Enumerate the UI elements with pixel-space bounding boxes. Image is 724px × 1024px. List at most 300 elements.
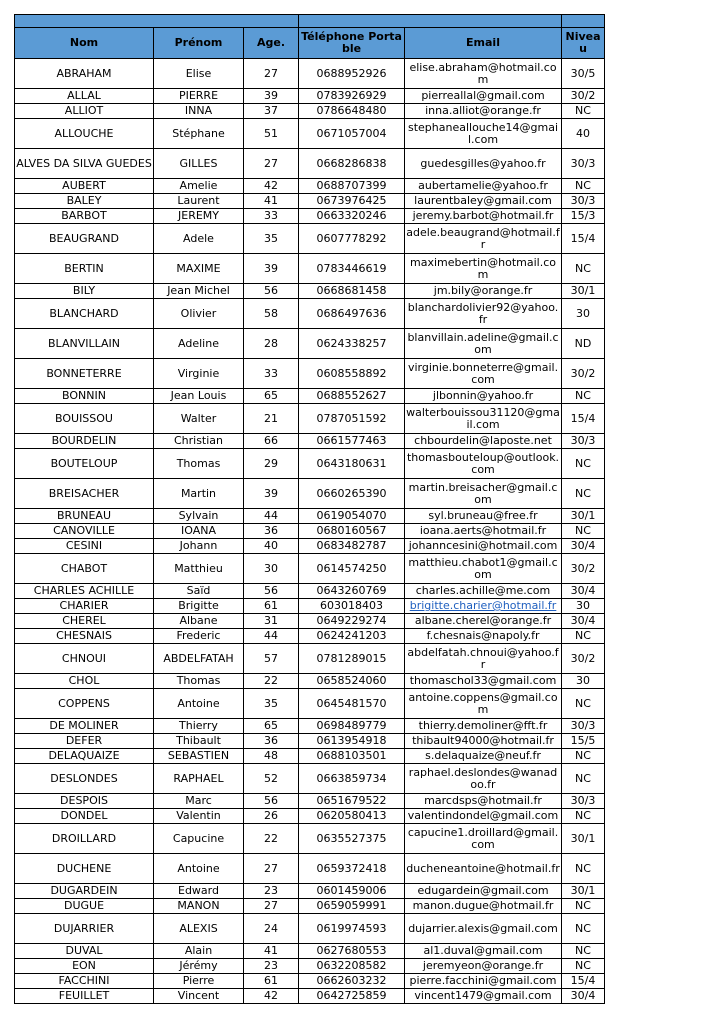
cell-prenom: Christian <box>154 434 244 449</box>
cell-telephone: 0673976425 <box>299 194 405 209</box>
cell-age: 33 <box>244 359 299 389</box>
cell-nom: ALVES DA SILVA GUEDES <box>15 149 154 179</box>
cell-nom: DONDEL <box>15 809 154 824</box>
table-row <box>15 404 605 434</box>
cell-age: 40 <box>244 539 299 554</box>
cell-nom: DESPOIS <box>15 794 154 809</box>
cell-nom: ALLOUCHE <box>15 119 154 149</box>
cell-email: raphael.deslondes@wanadoo.fr <box>405 764 562 794</box>
cell-telephone: 0624241203 <box>299 629 405 644</box>
cell-email: albane.cherel@orange.fr <box>405 614 562 629</box>
col-header-telephone: Téléphone Portable <box>299 28 405 59</box>
cell-age: 23 <box>244 884 299 899</box>
cell-telephone: 0608558892 <box>299 359 405 389</box>
cell-age: 65 <box>244 719 299 734</box>
cell-prenom: Jean Louis <box>154 389 244 404</box>
cell-nom: FEUILLET <box>15 989 154 1004</box>
cell-prenom: Alain <box>154 944 244 959</box>
cell-telephone: 0781289015 <box>299 644 405 674</box>
table-row <box>15 299 605 329</box>
cell-prenom: Adele <box>154 224 244 254</box>
cell-niveau: 30 <box>562 674 605 689</box>
cell-niveau: NC <box>562 959 605 974</box>
cell-niveau: NC <box>562 749 605 764</box>
cell-email: laurentbaley@gmail.com <box>405 194 562 209</box>
cell-age: 21 <box>244 404 299 434</box>
cell-email: matthieu.chabot1@gmail.com <box>405 554 562 584</box>
table-row <box>15 584 605 599</box>
header-band-left <box>15 15 299 28</box>
cell-niveau: 30/3 <box>562 149 605 179</box>
cell-age: 27 <box>244 149 299 179</box>
cell-niveau: NC <box>562 449 605 479</box>
cell-email: thomaschol33@gmail.com <box>405 674 562 689</box>
cell-nom: BEAUGRAND <box>15 224 154 254</box>
cell-prenom: ALEXIS <box>154 914 244 944</box>
header-band-middle <box>299 15 562 28</box>
cell-telephone: 0662603232 <box>299 974 405 989</box>
table-row <box>15 329 605 359</box>
cell-email: elise.abraham@hotmail.com <box>405 59 562 89</box>
cell-email: stephaneallouche14@gmail.com <box>405 119 562 149</box>
header-band-right <box>562 15 605 28</box>
cell-nom: DUGARDEIN <box>15 884 154 899</box>
cell-nom: CHARIER <box>15 599 154 614</box>
cell-nom: DE MOLINER <box>15 719 154 734</box>
cell-niveau: 30/1 <box>562 284 605 299</box>
cell-prenom: Olivier <box>154 299 244 329</box>
cell-telephone: 0643180631 <box>299 449 405 479</box>
cell-email: marcdsps@hotmail.fr <box>405 794 562 809</box>
cell-age: 51 <box>244 119 299 149</box>
cell-telephone: 0635527375 <box>299 824 405 854</box>
cell-telephone: 0614574250 <box>299 554 405 584</box>
cell-email: abdelfatah.chnoui@yahoo.fr <box>405 644 562 674</box>
cell-age: 22 <box>244 674 299 689</box>
cell-nom: BARBOT <box>15 209 154 224</box>
cell-telephone: 0786648480 <box>299 104 405 119</box>
col-header-age: Age. <box>244 28 299 59</box>
cell-telephone: 0680160567 <box>299 524 405 539</box>
table-row <box>15 644 605 674</box>
cell-age: 65 <box>244 389 299 404</box>
cell-age: 39 <box>244 89 299 104</box>
cell-email: valentindondel@gmail.com <box>405 809 562 824</box>
cell-nom: ABRAHAM <box>15 59 154 89</box>
cell-telephone: 0688103501 <box>299 749 405 764</box>
cell-telephone: 0688707399 <box>299 179 405 194</box>
cell-telephone: 0661577463 <box>299 434 405 449</box>
table-row <box>15 389 605 404</box>
cell-email: antoine.coppens@gmail.com <box>405 689 562 719</box>
cell-email: walterbouissou31120@gmail.com <box>405 404 562 434</box>
cell-niveau: 30/5 <box>562 59 605 89</box>
cell-prenom: Frederic <box>154 629 244 644</box>
cell-telephone: 0601459006 <box>299 884 405 899</box>
cell-age: 23 <box>244 959 299 974</box>
cell-telephone: 0668286838 <box>299 149 405 179</box>
cell-telephone: 0787051592 <box>299 404 405 434</box>
cell-prenom: Sylvain <box>154 509 244 524</box>
col-header-prenom: Prénom <box>154 28 244 59</box>
cell-telephone: 0660265390 <box>299 479 405 509</box>
cell-email: thierry.demoliner@fft.fr <box>405 719 562 734</box>
cell-telephone: 0642725859 <box>299 989 405 1004</box>
table-row <box>15 509 605 524</box>
cell-nom: EON <box>15 959 154 974</box>
cell-niveau: NC <box>562 914 605 944</box>
cell-email: dujarrier.alexis@gmail.com <box>405 914 562 944</box>
cell-niveau: NC <box>562 179 605 194</box>
cell-telephone: 0683482787 <box>299 539 405 554</box>
cell-nom: BILY <box>15 284 154 299</box>
cell-nom: CHABOT <box>15 554 154 584</box>
cell-prenom: Adeline <box>154 329 244 359</box>
cell-prenom: Laurent <box>154 194 244 209</box>
cell-niveau: 30/2 <box>562 554 605 584</box>
table-row <box>15 764 605 794</box>
cell-prenom: Jérémy <box>154 959 244 974</box>
cell-age: 42 <box>244 989 299 1004</box>
cell-email: pierre.facchini@gmail.com <box>405 974 562 989</box>
cell-age: 27 <box>244 854 299 884</box>
cell-age: 28 <box>244 329 299 359</box>
cell-prenom: Antoine <box>154 689 244 719</box>
table-row <box>15 554 605 584</box>
table-row <box>15 254 605 284</box>
cell-age: 33 <box>244 209 299 224</box>
cell-niveau: 30/3 <box>562 794 605 809</box>
cell-niveau: 30/4 <box>562 989 605 1004</box>
cell-nom: ALLAL <box>15 89 154 104</box>
cell-nom: BLANCHARD <box>15 299 154 329</box>
cell-niveau: NC <box>562 629 605 644</box>
cell-telephone: 0659059991 <box>299 899 405 914</box>
cell-prenom: RAPHAEL <box>154 764 244 794</box>
cell-nom: BONNIN <box>15 389 154 404</box>
cell-telephone: 0686497636 <box>299 299 405 329</box>
table-row <box>15 149 605 179</box>
table-row <box>15 194 605 209</box>
table-row <box>15 959 605 974</box>
table-row <box>15 179 605 194</box>
cell-niveau: 15/5 <box>562 734 605 749</box>
cell-age: 36 <box>244 524 299 539</box>
cell-email: guedesgilles@yahoo.fr <box>405 149 562 179</box>
table-row <box>15 59 605 89</box>
cell-prenom: Elise <box>154 59 244 89</box>
cell-nom: DELAQUAIZE <box>15 749 154 764</box>
table-row <box>15 794 605 809</box>
cell-prenom: ABDELFATAH <box>154 644 244 674</box>
cell-niveau: NC <box>562 809 605 824</box>
cell-niveau: 30/3 <box>562 194 605 209</box>
cell-prenom: Pierre <box>154 974 244 989</box>
table-row <box>15 674 605 689</box>
table-row <box>15 209 605 224</box>
cell-niveau: NC <box>562 104 605 119</box>
cell-prenom: Stéphane <box>154 119 244 149</box>
cell-nom: ALLIOT <box>15 104 154 119</box>
table-row <box>15 974 605 989</box>
table-row <box>15 89 605 104</box>
cell-telephone: 0698489779 <box>299 719 405 734</box>
cell-age: 27 <box>244 59 299 89</box>
cell-nom: CANOVILLE <box>15 524 154 539</box>
table-row <box>15 689 605 719</box>
cell-telephone: 0643260769 <box>299 584 405 599</box>
cell-age: 31 <box>244 614 299 629</box>
cell-email: f.chesnais@napoly.fr <box>405 629 562 644</box>
cell-telephone: 0620580413 <box>299 809 405 824</box>
cell-niveau: NC <box>562 689 605 719</box>
cell-niveau: 30/3 <box>562 434 605 449</box>
cell-nom: AUBERT <box>15 179 154 194</box>
cell-age: 57 <box>244 644 299 674</box>
cell-age: 30 <box>244 554 299 584</box>
cell-nom: CHARLES ACHILLE <box>15 584 154 599</box>
cell-email: syl.bruneau@free.fr <box>405 509 562 524</box>
cell-telephone: 0613954918 <box>299 734 405 749</box>
cell-telephone: 603018403 <box>299 599 405 614</box>
cell-prenom: Edward <box>154 884 244 899</box>
cell-email: blanchardolivier92@yahoo.fr <box>405 299 562 329</box>
cell-prenom: Brigitte <box>154 599 244 614</box>
cell-telephone: 0688952926 <box>299 59 405 89</box>
cell-age: 44 <box>244 629 299 644</box>
cell-telephone: 0668681458 <box>299 284 405 299</box>
cell-nom: FACCHINI <box>15 974 154 989</box>
cell-prenom: Thomas <box>154 449 244 479</box>
cell-age: 27 <box>244 899 299 914</box>
cell-prenom: INNA <box>154 104 244 119</box>
cell-niveau: 30/1 <box>562 509 605 524</box>
cell-telephone: 0607778292 <box>299 224 405 254</box>
cell-niveau: 30/4 <box>562 614 605 629</box>
cell-age: 35 <box>244 224 299 254</box>
cell-niveau: NC <box>562 899 605 914</box>
cell-prenom: JEREMY <box>154 209 244 224</box>
cell-prenom: Walter <box>154 404 244 434</box>
table-row <box>15 884 605 899</box>
cell-niveau: 30 <box>562 599 605 614</box>
cell-age: 56 <box>244 794 299 809</box>
cell-prenom: Matthieu <box>154 554 244 584</box>
cell-email: manon.dugue@hotmail.fr <box>405 899 562 914</box>
cell-nom: DUGUE <box>15 899 154 914</box>
cell-prenom: MANON <box>154 899 244 914</box>
members-table <box>14 14 605 1004</box>
cell-age: 22 <box>244 824 299 854</box>
cell-email: jm.bily@orange.fr <box>405 284 562 299</box>
cell-telephone: 0624338257 <box>299 329 405 359</box>
cell-niveau: 30/2 <box>562 359 605 389</box>
table-row <box>15 284 605 299</box>
cell-telephone: 0783926929 <box>299 89 405 104</box>
col-header-nom: Nom <box>15 28 154 59</box>
cell-email: aubertamelie@yahoo.fr <box>405 179 562 194</box>
cell-age: 61 <box>244 974 299 989</box>
table-row <box>15 539 605 554</box>
cell-email: blanvillain.adeline@gmail.com <box>405 329 562 359</box>
cell-age: 44 <box>244 509 299 524</box>
cell-email: maximebertin@hotmail.com <box>405 254 562 284</box>
cell-niveau: NC <box>562 389 605 404</box>
cell-nom: BLANVILLAIN <box>15 329 154 359</box>
cell-age: 42 <box>244 179 299 194</box>
cell-email: vincent1479@gmail.com <box>405 989 562 1004</box>
cell-email: pierreallal@gmail.com <box>405 89 562 104</box>
table-row <box>15 614 605 629</box>
table-row <box>15 119 605 149</box>
table-row <box>15 854 605 884</box>
cell-telephone: 0619974593 <box>299 914 405 944</box>
cell-nom: CHEREL <box>15 614 154 629</box>
table-row <box>15 899 605 914</box>
cell-age: 36 <box>244 734 299 749</box>
cell-nom: DESLONDES <box>15 764 154 794</box>
cell-prenom: Valentin <box>154 809 244 824</box>
cell-email: s.delaquaize@neuf.fr <box>405 749 562 764</box>
cell-nom: BALEY <box>15 194 154 209</box>
table-row <box>15 914 605 944</box>
cell-niveau: 30/1 <box>562 884 605 899</box>
cell-telephone: 0645481570 <box>299 689 405 719</box>
cell-prenom: Thierry <box>154 719 244 734</box>
cell-age: 61 <box>244 599 299 614</box>
cell-age: 35 <box>244 689 299 719</box>
cell-prenom: Jean Michel <box>154 284 244 299</box>
cell-prenom: IOANA <box>154 524 244 539</box>
cell-nom: BOURDELIN <box>15 434 154 449</box>
cell-telephone: 0663320246 <box>299 209 405 224</box>
cell-telephone: 0619054070 <box>299 509 405 524</box>
cell-prenom: Thomas <box>154 674 244 689</box>
cell-nom: DUVAL <box>15 944 154 959</box>
cell-email: edugardein@gmail.com <box>405 884 562 899</box>
cell-age: 56 <box>244 584 299 599</box>
cell-email: jeremyeon@orange.fr <box>405 959 562 974</box>
table-row <box>15 734 605 749</box>
table-row <box>15 359 605 389</box>
cell-age: 39 <box>244 254 299 284</box>
cell-niveau: 30 <box>562 299 605 329</box>
cell-telephone: 0659372418 <box>299 854 405 884</box>
table-row <box>15 944 605 959</box>
cell-age: 26 <box>244 809 299 824</box>
header-row <box>15 28 605 59</box>
table-row <box>15 449 605 479</box>
cell-nom: DUCHENE <box>15 854 154 884</box>
cell-email: adele.beaugrand@hotmail.fr <box>405 224 562 254</box>
cell-email-link[interactable]: brigitte.charier@hotmail.fr <box>405 599 562 614</box>
cell-nom: BOUISSOU <box>15 404 154 434</box>
cell-age: 37 <box>244 104 299 119</box>
col-header-email: Email <box>405 28 562 59</box>
cell-telephone: 0671057004 <box>299 119 405 149</box>
cell-niveau: 15/4 <box>562 974 605 989</box>
table-row <box>15 224 605 254</box>
cell-telephone: 0649229274 <box>299 614 405 629</box>
spreadsheet <box>14 14 605 1004</box>
cell-email: martin.breisacher@gmail.com <box>405 479 562 509</box>
cell-email: inna.alliot@orange.fr <box>405 104 562 119</box>
cell-telephone: 0658524060 <box>299 674 405 689</box>
cell-email: johanncesini@hotmail.com <box>405 539 562 554</box>
cell-prenom: Marc <box>154 794 244 809</box>
cell-prenom: Virginie <box>154 359 244 389</box>
cell-niveau: NC <box>562 254 605 284</box>
cell-niveau: 30/2 <box>562 644 605 674</box>
cell-niveau: NC <box>562 764 605 794</box>
cell-nom: CESINI <box>15 539 154 554</box>
cell-nom: DUJARRIER <box>15 914 154 944</box>
cell-age: 41 <box>244 944 299 959</box>
cell-prenom: MAXIME <box>154 254 244 284</box>
cell-nom: BERTIN <box>15 254 154 284</box>
cell-telephone: 0688552627 <box>299 389 405 404</box>
cell-niveau: 15/4 <box>562 224 605 254</box>
header-band <box>15 15 605 28</box>
col-header-niveau: Niveau <box>562 28 605 59</box>
cell-telephone: 0783446619 <box>299 254 405 284</box>
cell-niveau: NC <box>562 479 605 509</box>
cell-email: thomasbouteloup@outlook.com <box>405 449 562 479</box>
table-row <box>15 719 605 734</box>
cell-age: 48 <box>244 749 299 764</box>
cell-nom: CHESNAIS <box>15 629 154 644</box>
cell-email: jlbonnin@yahoo.fr <box>405 389 562 404</box>
cell-niveau: 15/4 <box>562 404 605 434</box>
cell-prenom: Albane <box>154 614 244 629</box>
cell-age: 58 <box>244 299 299 329</box>
cell-prenom: Capucine <box>154 824 244 854</box>
cell-age: 66 <box>244 434 299 449</box>
cell-nom: DEFER <box>15 734 154 749</box>
cell-age: 24 <box>244 914 299 944</box>
cell-email: virginie.bonneterre@gmail.com <box>405 359 562 389</box>
cell-niveau: 30/3 <box>562 719 605 734</box>
cell-email: thibault94000@hotmail.fr <box>405 734 562 749</box>
cell-email: capucine1.droillard@gmail.com <box>405 824 562 854</box>
cell-niveau: 30/2 <box>562 89 605 104</box>
cell-telephone: 0627680553 <box>299 944 405 959</box>
cell-email: chbourdelin@laposte.net <box>405 434 562 449</box>
cell-niveau: NC <box>562 944 605 959</box>
cell-niveau: NC <box>562 854 605 884</box>
table-row <box>15 104 605 119</box>
table-row <box>15 434 605 449</box>
table-row <box>15 629 605 644</box>
cell-prenom: PIERRE <box>154 89 244 104</box>
cell-niveau: NC <box>562 524 605 539</box>
cell-email: ioana.aerts@hotmail.fr <box>405 524 562 539</box>
table-row <box>15 479 605 509</box>
cell-prenom: Thibault <box>154 734 244 749</box>
cell-age: 56 <box>244 284 299 299</box>
cell-niveau: 30/1 <box>562 824 605 854</box>
cell-nom: BREISACHER <box>15 479 154 509</box>
cell-prenom: Vincent <box>154 989 244 1004</box>
cell-prenom: Martin <box>154 479 244 509</box>
cell-prenom: Amelie <box>154 179 244 194</box>
cell-nom: BRUNEAU <box>15 509 154 524</box>
cell-email: al1.duval@gmail.com <box>405 944 562 959</box>
cell-nom: CHNOUI <box>15 644 154 674</box>
cell-prenom: Antoine <box>154 854 244 884</box>
cell-age: 52 <box>244 764 299 794</box>
cell-email: charles.achille@me.com <box>405 584 562 599</box>
